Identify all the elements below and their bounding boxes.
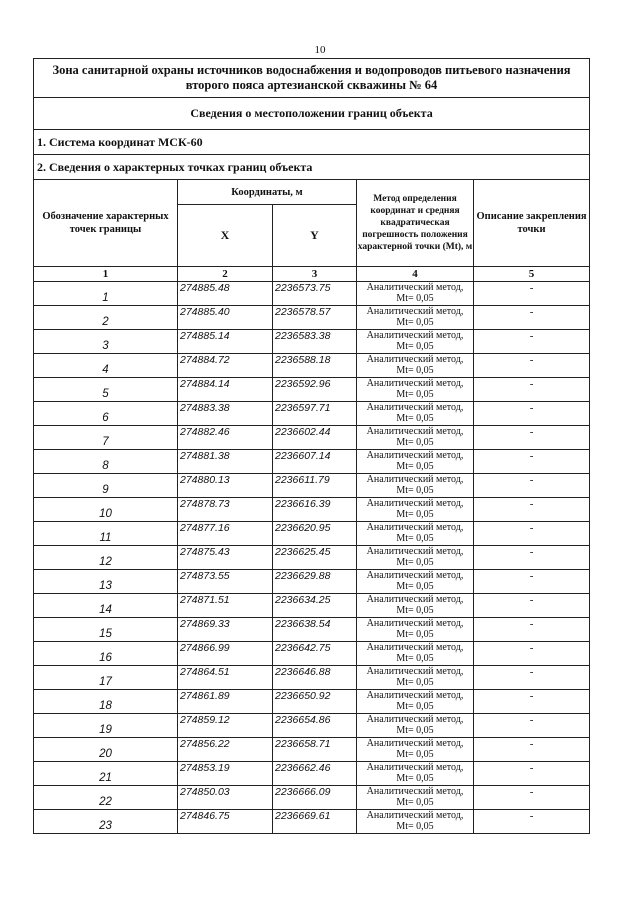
- x-coordinate: 274873.55: [178, 570, 273, 594]
- mt-value: Mt= 0,05: [396, 581, 434, 592]
- table-row: [34, 330, 590, 354]
- point-number: 16: [99, 652, 112, 664]
- method-text: Аналитический метод,: [366, 714, 464, 725]
- page-number: 10: [314, 44, 326, 56]
- method-text: Аналитический метод,: [366, 474, 464, 485]
- method-cell: [357, 450, 474, 474]
- method-cell: [357, 642, 474, 666]
- method-cell: [357, 282, 474, 306]
- method-text: Аналитический метод,: [366, 690, 464, 701]
- table-row: [34, 570, 590, 594]
- x-coordinate: 274883.38: [178, 402, 273, 426]
- column-number: 3: [273, 267, 357, 282]
- x-coordinate: 274856.22: [178, 738, 273, 762]
- point-number-cell: [34, 714, 178, 738]
- description-cell: -: [474, 714, 590, 738]
- description-cell: -: [474, 402, 590, 426]
- table-row: [34, 426, 590, 450]
- x-coordinate: 274881.38: [178, 450, 273, 474]
- point-number: 7: [102, 436, 109, 448]
- method-text: Аналитический метод,: [366, 618, 464, 629]
- table-row: [34, 282, 590, 306]
- point-number: 15: [99, 628, 112, 640]
- table-row: [34, 402, 590, 426]
- x-coordinate: 274884.72: [178, 354, 273, 378]
- y-coordinate: 2236634.25: [273, 594, 357, 618]
- y-coordinate: 2236658.71: [273, 738, 357, 762]
- y-coordinate: 2236607.14: [273, 450, 357, 474]
- y-coordinate: 2236646.88: [273, 666, 357, 690]
- description-cell: -: [474, 762, 590, 786]
- mt-value: Mt= 0,05: [396, 557, 434, 568]
- table-row: [34, 642, 590, 666]
- y-coordinate: 2236625.45: [273, 546, 357, 570]
- table-row: [34, 594, 590, 618]
- method-cell: [357, 690, 474, 714]
- point-number-cell: [34, 690, 178, 714]
- header-description: Описание закрепления точки: [474, 180, 590, 267]
- mt-value: Mt= 0,05: [396, 461, 434, 472]
- y-coordinate: 2236616.39: [273, 498, 357, 522]
- description-cell: -: [474, 546, 590, 570]
- y-coordinate: 2236638.54: [273, 618, 357, 642]
- point-number-cell: [34, 498, 178, 522]
- description-cell: -: [474, 594, 590, 618]
- method-cell: [357, 378, 474, 402]
- point-number-cell: [34, 570, 178, 594]
- point-number: 5: [102, 388, 109, 400]
- table-row: [34, 522, 590, 546]
- description-cell: -: [474, 618, 590, 642]
- method-text: Аналитический метод,: [366, 402, 464, 413]
- y-coordinate: 2236650.92: [273, 690, 357, 714]
- mt-value: Mt= 0,05: [396, 533, 434, 544]
- point-number: 3: [102, 340, 109, 352]
- method-cell: [357, 618, 474, 642]
- x-coordinate: 274864.51: [178, 666, 273, 690]
- mt-value: Mt= 0,05: [396, 677, 434, 688]
- description-cell: -: [474, 330, 590, 354]
- point-number: 18: [99, 700, 112, 712]
- method-text: Аналитический метод,: [366, 378, 464, 389]
- method-text: Аналитический метод,: [366, 498, 464, 509]
- description-cell: -: [474, 426, 590, 450]
- x-coordinate: 274878.73: [178, 498, 273, 522]
- mt-value: Mt= 0,05: [396, 341, 434, 352]
- mt-value: Mt= 0,05: [396, 653, 434, 664]
- x-coordinate: 274885.14: [178, 330, 273, 354]
- mt-value: Mt= 0,05: [396, 773, 434, 784]
- method-text: Аналитический метод,: [366, 738, 464, 749]
- method-text: Аналитический метод,: [366, 306, 464, 317]
- point-number: 20: [99, 748, 112, 760]
- method-cell: [357, 738, 474, 762]
- points-section-heading: 2. Сведения о характерных точках границ объекта: [34, 155, 590, 180]
- document-title: Зона санитарной охраны источников водоснабжения и водопроводов питьевого назначения второго пояса артезианской скважины № 64: [34, 59, 590, 98]
- description-cell: -: [474, 354, 590, 378]
- x-coordinate: 274880.13: [178, 474, 273, 498]
- y-coordinate: 2236642.75: [273, 642, 357, 666]
- header-method: [357, 180, 474, 267]
- mt-value: Mt= 0,05: [396, 821, 434, 832]
- method-cell: [357, 354, 474, 378]
- point-number: 23: [99, 820, 112, 832]
- method-text: Аналитический метод,: [366, 762, 464, 773]
- mt-value: Mt= 0,05: [396, 749, 434, 760]
- x-coordinate: 274866.99: [178, 642, 273, 666]
- header-method-text: Метод определения координат и средняя квадратическая погрешность положения характерной точки (Mt), м: [357, 194, 473, 252]
- mt-value: Mt= 0,05: [396, 365, 434, 376]
- method-text: Аналитический метод,: [366, 450, 464, 461]
- point-number: 2: [102, 316, 109, 328]
- description-cell: -: [474, 738, 590, 762]
- point-number-cell: [34, 594, 178, 618]
- method-cell: [357, 570, 474, 594]
- method-text: Аналитический метод,: [366, 786, 464, 797]
- x-coordinate: 274884.14: [178, 378, 273, 402]
- y-coordinate: 2236573.75: [273, 282, 357, 306]
- y-coordinate: 2236578.57: [273, 306, 357, 330]
- table-row: [34, 714, 590, 738]
- description-cell: -: [474, 450, 590, 474]
- description-cell: -: [474, 690, 590, 714]
- point-number: 21: [99, 772, 112, 784]
- point-number: 6: [102, 412, 109, 424]
- x-coordinate: 274850.03: [178, 786, 273, 810]
- x-coordinate: 274882.46: [178, 426, 273, 450]
- mt-value: Mt= 0,05: [396, 317, 434, 328]
- table-row: [34, 810, 590, 834]
- point-number-cell: [34, 522, 178, 546]
- method-cell: [357, 786, 474, 810]
- method-text: Аналитический метод,: [366, 546, 464, 557]
- description-cell: -: [474, 642, 590, 666]
- mt-value: Mt= 0,05: [396, 701, 434, 712]
- y-coordinate: 2236620.95: [273, 522, 357, 546]
- column-number: 1: [34, 267, 178, 282]
- mt-value: Mt= 0,05: [396, 629, 434, 640]
- description-cell: -: [474, 570, 590, 594]
- point-number-cell: [34, 306, 178, 330]
- table-row: [34, 474, 590, 498]
- header-point: Обозначение характерных точек границы: [34, 180, 178, 267]
- table-row: [34, 690, 590, 714]
- x-coordinate: 274869.33: [178, 618, 273, 642]
- point-number: 8: [102, 460, 109, 472]
- point-number-cell: [34, 762, 178, 786]
- table-row: [34, 450, 590, 474]
- method-cell: [357, 498, 474, 522]
- description-cell: -: [474, 810, 590, 834]
- x-coordinate: 274875.43: [178, 546, 273, 570]
- y-coordinate: 2236629.88: [273, 570, 357, 594]
- method-text: Аналитический метод,: [366, 282, 464, 293]
- method-cell: [357, 666, 474, 690]
- x-coordinate: 274885.48: [178, 282, 273, 306]
- method-cell: [357, 714, 474, 738]
- document-subtitle: Сведения о местоположении границ объекта: [34, 98, 590, 130]
- mt-value: Mt= 0,05: [396, 605, 434, 616]
- point-number: 22: [99, 796, 112, 808]
- method-text: Аналитический метод,: [366, 330, 464, 341]
- point-number-cell: [34, 474, 178, 498]
- x-coordinate: 274859.12: [178, 714, 273, 738]
- method-cell: [357, 474, 474, 498]
- point-number: 1: [102, 292, 109, 304]
- x-coordinate: 274861.89: [178, 690, 273, 714]
- x-coordinate: 274846.75: [178, 810, 273, 834]
- method-cell: [357, 402, 474, 426]
- point-number-cell: [34, 330, 178, 354]
- description-cell: -: [474, 282, 590, 306]
- description-cell: -: [474, 378, 590, 402]
- method-text: Аналитический метод,: [366, 354, 464, 365]
- table-row: [34, 762, 590, 786]
- point-number-cell: [34, 354, 178, 378]
- method-text: Аналитический метод,: [366, 426, 464, 437]
- x-coordinate: 274877.16: [178, 522, 273, 546]
- y-coordinate: 2236662.46: [273, 762, 357, 786]
- point-number-cell: [34, 810, 178, 834]
- method-cell: [357, 546, 474, 570]
- y-coordinate: 2236597.71: [273, 402, 357, 426]
- table-row: [34, 378, 590, 402]
- x-coordinate: 274871.51: [178, 594, 273, 618]
- mt-value: Mt= 0,05: [396, 437, 434, 448]
- y-coordinate: 2236666.09: [273, 786, 357, 810]
- point-number-cell: [34, 618, 178, 642]
- method-cell: [357, 594, 474, 618]
- y-coordinate: 2236654.86: [273, 714, 357, 738]
- point-number-cell: [34, 450, 178, 474]
- description-cell: -: [474, 666, 590, 690]
- point-number-cell: [34, 546, 178, 570]
- method-cell: [357, 330, 474, 354]
- method-cell: [357, 762, 474, 786]
- table-row: [34, 354, 590, 378]
- point-number: 4: [102, 364, 109, 376]
- table-row: [34, 786, 590, 810]
- y-coordinate: 2236592.96: [273, 378, 357, 402]
- column-number: 5: [474, 267, 590, 282]
- description-cell: -: [474, 786, 590, 810]
- point-number-cell: [34, 426, 178, 450]
- point-number-cell: [34, 642, 178, 666]
- y-coordinate: 2236583.38: [273, 330, 357, 354]
- mt-value: Mt= 0,05: [396, 725, 434, 736]
- boundary-points-table: [33, 58, 590, 834]
- y-coordinate: 2236602.44: [273, 426, 357, 450]
- method-cell: [357, 426, 474, 450]
- y-coordinate: 2236611.79: [273, 474, 357, 498]
- table-row: [34, 666, 590, 690]
- y-coordinate: 2236588.18: [273, 354, 357, 378]
- point-number-cell: [34, 738, 178, 762]
- mt-value: Mt= 0,05: [396, 485, 434, 496]
- table-row: [34, 306, 590, 330]
- mt-value: Mt= 0,05: [396, 797, 434, 808]
- header-y: Y: [273, 205, 357, 267]
- header-x: X: [178, 205, 273, 267]
- point-number: 9: [102, 484, 109, 496]
- description-cell: -: [474, 306, 590, 330]
- point-number-cell: [34, 402, 178, 426]
- mt-value: Mt= 0,05: [396, 413, 434, 424]
- method-text: Аналитический метод,: [366, 522, 464, 533]
- column-numbers-row: [34, 267, 590, 282]
- column-number: 4: [357, 267, 474, 282]
- description-cell: -: [474, 474, 590, 498]
- point-number-cell: [34, 282, 178, 306]
- mt-value: Mt= 0,05: [396, 293, 434, 304]
- point-number-cell: [34, 666, 178, 690]
- method-text: Аналитический метод,: [366, 570, 464, 581]
- description-cell: -: [474, 498, 590, 522]
- y-coordinate: 2236669.61: [273, 810, 357, 834]
- header-coordinates: Координаты, м: [178, 180, 357, 205]
- method-text: Аналитический метод,: [366, 810, 464, 821]
- method-text: Аналитический метод,: [366, 642, 464, 653]
- point-number: 13: [99, 580, 112, 592]
- x-coordinate: 274853.19: [178, 762, 273, 786]
- method-cell: [357, 522, 474, 546]
- point-number: 17: [99, 676, 112, 688]
- table-row: [34, 738, 590, 762]
- method-cell: [357, 810, 474, 834]
- point-number: 11: [99, 532, 112, 544]
- mt-value: Mt= 0,05: [396, 509, 434, 520]
- mt-value: Mt= 0,05: [396, 389, 434, 400]
- point-number: 12: [99, 556, 112, 568]
- table-row: [34, 618, 590, 642]
- table-row: [34, 498, 590, 522]
- point-number: 14: [99, 604, 112, 616]
- method-text: Аналитический метод,: [366, 594, 464, 605]
- point-number-cell: [34, 786, 178, 810]
- point-number: 10: [99, 508, 112, 520]
- description-cell: -: [474, 522, 590, 546]
- method-text: Аналитический метод,: [366, 666, 464, 677]
- x-coordinate: 274885.40: [178, 306, 273, 330]
- table-row: [34, 546, 590, 570]
- point-number: 19: [99, 724, 112, 736]
- coordinate-system-heading: 1. Система координат МСК-60: [34, 130, 590, 155]
- column-number: 2: [178, 267, 273, 282]
- method-cell: [357, 306, 474, 330]
- point-number-cell: [34, 378, 178, 402]
